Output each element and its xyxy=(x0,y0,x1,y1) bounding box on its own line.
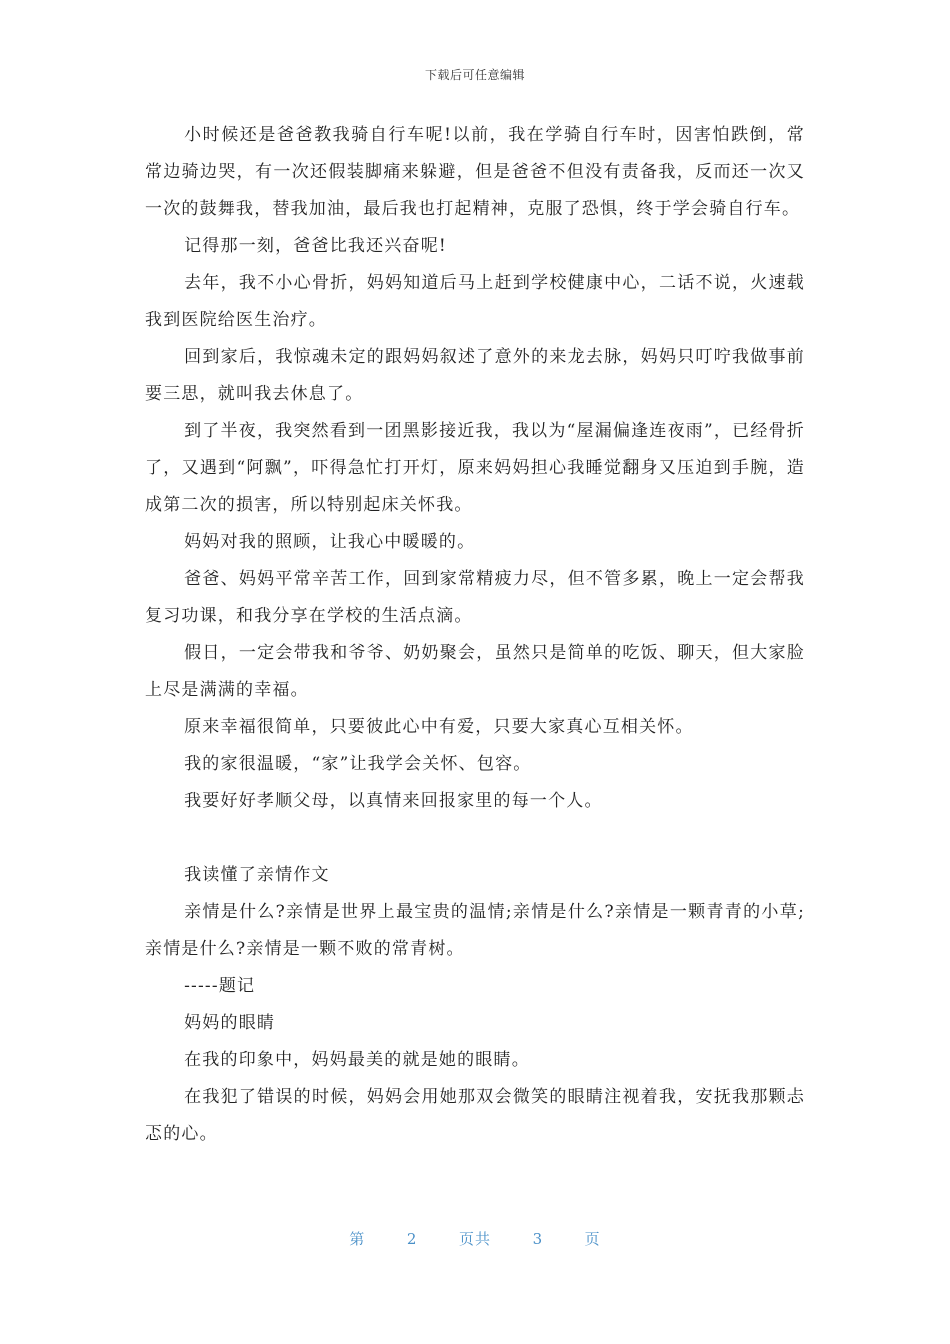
paragraph: 回到家后，我惊魂未定的跟妈妈叙述了意外的来龙去脉，妈妈只叮咛我做事前要三思，就叫我去休息了。 xyxy=(145,347,805,404)
footer-label-of: 页共 xyxy=(458,1230,491,1248)
footer-label-end: 页 xyxy=(584,1230,601,1248)
footer-total-pages: 3 xyxy=(532,1230,544,1248)
paragraph: 我的家很温暖，“家”让我学会关怀、包容。 xyxy=(184,754,532,774)
footer-label-page: 第 xyxy=(349,1230,366,1248)
footer-current-page: 2 xyxy=(406,1230,418,1248)
paragraph: 我要好好孝顺父母，以真情来回报家里的每一个人。 xyxy=(184,791,603,811)
paragraph: 去年，我不小心骨折，妈妈知道后马上赶到学校健康中心，二话不说，火速载我到医院给医生治疗。 xyxy=(145,273,805,330)
paragraph: 妈妈对我的照顾，让我心中暖暖的。 xyxy=(184,532,476,552)
paragraph: 在我的印象中，妈妈最美的就是她的眼睛。 xyxy=(184,1050,530,1070)
paragraph: 记得那一刻，爸爸比我还兴奋呢! xyxy=(184,236,447,256)
paragraph: 亲情是什么?亲情是世界上最宝贵的温情;亲情是什么?亲情是一颗青青的小草;亲情是什么?亲情是一颗不败的常青树。 xyxy=(145,902,805,959)
essay-title: 我读懂了亲情作文 xyxy=(184,865,330,885)
document-body xyxy=(145,117,805,1153)
epigraph-attribution: -----题记 xyxy=(184,976,256,996)
paragraph: 在我犯了错误的时候，妈妈会用她那双会微笑的眼睛注视着我，安抚我那颗忐忑的心。 xyxy=(145,1087,805,1144)
page-header-note: 下载后可任意编辑 xyxy=(424,68,525,82)
paragraph: 假日，一定会带我和爷爷、奶奶聚会，虽然只是简单的吃饭、聊天，但大家脸上尽是满满的幸福。 xyxy=(145,643,805,700)
paragraph: 小时候还是爸爸教我骑自行车呢!以前，我在学骑自行车时，因害怕跌倒，常常边骑边哭，有一次还假装脚痛来躲避，但是爸爸不但没有责备我，反而还一次又一次的鼓舞我，替我加油，最后我也打起精神，克服了恐惧，终于学会骑自行车。 xyxy=(145,125,805,219)
paragraph: 原来幸福很简单，只要彼此心中有爱，只要大家真心互相关怀。 xyxy=(184,717,694,737)
page-footer xyxy=(0,1228,950,1249)
paragraph: 到了半夜，我突然看到一团黑影接近我，我以为“屋漏偏逢连夜雨”，已经骨折了，又遇到“阿飘”，吓得急忙打开灯，原来妈妈担心我睡觉翻身又压迫到手腕，造成第二次的损害，所以特别起床关怀我。 xyxy=(145,421,805,515)
section-heading: 妈妈的眼睛 xyxy=(184,1013,276,1033)
paragraph: 爸爸、妈妈平常辛苦工作，回到家常精疲力尽，但不管多累，晚上一定会帮我复习功课，和我分享在学校的生活点滴。 xyxy=(145,569,805,626)
